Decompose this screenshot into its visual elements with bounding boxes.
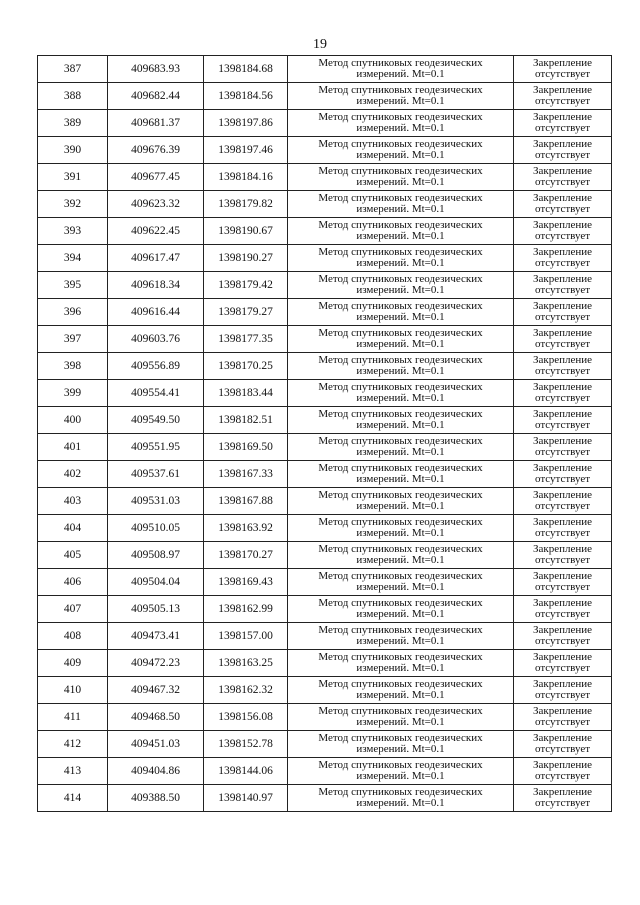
method-text-line1: Метод спутниковых геодезических <box>318 354 483 366</box>
point-number-cell: 401 <box>38 434 108 461</box>
table-row <box>38 272 612 299</box>
method-cell <box>288 245 514 272</box>
method-text-line1: Метод спутниковых геодезических <box>318 570 483 582</box>
fixing-cell <box>514 110 612 137</box>
method-text-line2: измерений. Mt=0.1 <box>356 770 445 782</box>
point-number-cell: 397 <box>38 326 108 353</box>
x-coordinate-cell: 409556.89 <box>108 353 204 380</box>
table-row <box>38 731 612 758</box>
fixing-cell <box>514 542 612 569</box>
table-row <box>38 56 612 83</box>
x-coordinate-cell: 409681.37 <box>108 110 204 137</box>
fixing-text-line1: Закрепление <box>532 192 593 204</box>
table-row <box>38 245 612 272</box>
method-text-line2: измерений. Mt=0.1 <box>356 500 445 512</box>
x-coordinate-cell: 409616.44 <box>108 299 204 326</box>
method-text-line1: Метод спутниковых геодезических <box>318 543 483 555</box>
x-coordinate-cell: 409676.39 <box>108 137 204 164</box>
method-cell <box>288 272 514 299</box>
x-coordinate-cell: 409467.32 <box>108 677 204 704</box>
fixing-cell <box>514 731 612 758</box>
y-coordinate-cell: 1398167.88 <box>204 488 288 515</box>
x-coordinate-cell: 409508.97 <box>108 542 204 569</box>
fixing-text-line2: отсутствует <box>534 176 591 188</box>
method-text-line2: измерений. Mt=0.1 <box>356 419 445 431</box>
x-coordinate-cell: 409451.03 <box>108 731 204 758</box>
fixing-cell <box>514 137 612 164</box>
x-coordinate-cell: 409537.61 <box>108 461 204 488</box>
method-text-line2: измерений. Mt=0.1 <box>356 338 445 350</box>
y-coordinate-cell: 1398169.43 <box>204 569 288 596</box>
fixing-cell <box>514 623 612 650</box>
method-text-line2: измерений. Mt=0.1 <box>356 797 445 809</box>
fixing-text-line2: отсутствует <box>534 527 591 539</box>
fixing-text-line2: отсутствует <box>534 284 591 296</box>
method-text-line1: Метод спутниковых геодезических <box>318 651 483 663</box>
method-text-line1: Метод спутниковых геодезических <box>318 138 483 150</box>
fixing-text-line2: отсутствует <box>534 581 591 593</box>
fixing-cell <box>514 56 612 83</box>
y-coordinate-cell: 1398140.97 <box>204 785 288 812</box>
method-text-line2: измерений. Mt=0.1 <box>356 635 445 647</box>
method-text-line1: Метод спутниковых геодезических <box>318 219 483 231</box>
fixing-text-line1: Закрепление <box>532 246 593 258</box>
method-text-line1: Метод спутниковых геодезических <box>318 489 483 501</box>
table-row <box>38 164 612 191</box>
y-coordinate-cell: 1398163.25 <box>204 650 288 677</box>
method-text-line1: Метод спутниковых геодезических <box>318 273 483 285</box>
fixing-text-line1: Закрепление <box>532 435 593 447</box>
method-cell <box>288 758 514 785</box>
x-coordinate-cell: 409388.50 <box>108 785 204 812</box>
table-row <box>38 407 612 434</box>
method-cell <box>288 569 514 596</box>
fixing-text-line1: Закрепление <box>532 381 593 393</box>
fixing-text-line1: Закрепление <box>532 786 593 798</box>
x-coordinate-cell: 409603.76 <box>108 326 204 353</box>
method-text-line2: измерений. Mt=0.1 <box>356 662 445 674</box>
fixing-text-line2: отсутствует <box>534 230 591 242</box>
coordinates-table-body <box>38 56 612 812</box>
fixing-text-line1: Закрепление <box>532 300 593 312</box>
point-number-cell: 411 <box>38 704 108 731</box>
method-cell <box>288 299 514 326</box>
point-number-cell: 403 <box>38 488 108 515</box>
table-row <box>38 515 612 542</box>
method-cell <box>288 56 514 83</box>
method-text-line2: измерений. Mt=0.1 <box>356 284 445 296</box>
point-number-cell: 405 <box>38 542 108 569</box>
point-number-cell: 406 <box>38 569 108 596</box>
y-coordinate-cell: 1398169.50 <box>204 434 288 461</box>
fixing-cell <box>514 245 612 272</box>
fixing-text-line1: Закрепление <box>532 462 593 474</box>
fixing-cell <box>514 272 612 299</box>
fixing-cell <box>514 461 612 488</box>
point-number-cell: 409 <box>38 650 108 677</box>
fixing-cell <box>514 515 612 542</box>
method-text-line2: измерений. Mt=0.1 <box>356 176 445 188</box>
method-text-line2: измерений. Mt=0.1 <box>356 203 445 215</box>
fixing-text-line2: отсутствует <box>534 770 591 782</box>
table-row <box>38 110 612 137</box>
fixing-text-line2: отсутствует <box>534 257 591 269</box>
x-coordinate-cell: 409510.05 <box>108 515 204 542</box>
method-cell <box>288 434 514 461</box>
x-coordinate-cell: 409617.47 <box>108 245 204 272</box>
point-number-cell: 392 <box>38 191 108 218</box>
fixing-text-line1: Закрепление <box>532 489 593 501</box>
x-coordinate-cell: 409677.45 <box>108 164 204 191</box>
point-number-cell: 414 <box>38 785 108 812</box>
point-number-cell: 413 <box>38 758 108 785</box>
fixing-text-line2: отсутствует <box>534 716 591 728</box>
table-row <box>38 434 612 461</box>
method-text-line2: измерений. Mt=0.1 <box>356 608 445 620</box>
fixing-text-line2: отсутствует <box>534 392 591 404</box>
method-text-line2: измерений. Mt=0.1 <box>356 230 445 242</box>
method-cell <box>288 515 514 542</box>
y-coordinate-cell: 1398162.32 <box>204 677 288 704</box>
fixing-text-line2: отсутствует <box>534 689 591 701</box>
method-cell <box>288 110 514 137</box>
fixing-text-line2: отсутствует <box>534 500 591 512</box>
y-coordinate-cell: 1398144.06 <box>204 758 288 785</box>
y-coordinate-cell: 1398184.16 <box>204 164 288 191</box>
point-number-cell: 407 <box>38 596 108 623</box>
point-number-cell: 410 <box>38 677 108 704</box>
fixing-text-line1: Закрепление <box>532 597 593 609</box>
x-coordinate-cell: 409472.23 <box>108 650 204 677</box>
y-coordinate-cell: 1398182.51 <box>204 407 288 434</box>
method-cell <box>288 704 514 731</box>
fixing-text-line2: отсутствует <box>534 95 591 107</box>
fixing-cell <box>514 218 612 245</box>
y-coordinate-cell: 1398184.56 <box>204 83 288 110</box>
y-coordinate-cell: 1398184.68 <box>204 56 288 83</box>
x-coordinate-cell: 409549.50 <box>108 407 204 434</box>
fixing-text-line2: отсутствует <box>534 338 591 350</box>
table-row <box>38 191 612 218</box>
fixing-text-line1: Закрепление <box>532 138 593 150</box>
point-number-cell: 393 <box>38 218 108 245</box>
method-text-line1: Метод спутниковых геодезических <box>318 705 483 717</box>
method-text-line1: Метод спутниковых геодезических <box>318 786 483 798</box>
table-row <box>38 380 612 407</box>
table-row <box>38 704 612 731</box>
method-text-line2: измерений. Mt=0.1 <box>356 446 445 458</box>
y-coordinate-cell: 1398190.27 <box>204 245 288 272</box>
method-text-line2: измерений. Mt=0.1 <box>356 68 445 80</box>
x-coordinate-cell: 409554.41 <box>108 380 204 407</box>
table-row <box>38 650 612 677</box>
fixing-text-line1: Закрепление <box>532 273 593 285</box>
method-text-line2: измерений. Mt=0.1 <box>356 365 445 377</box>
method-text-line1: Метод спутниковых геодезических <box>318 408 483 420</box>
fixing-text-line2: отсутствует <box>534 365 591 377</box>
method-cell <box>288 407 514 434</box>
fixing-text-line2: отсутствует <box>534 311 591 323</box>
y-coordinate-cell: 1398190.67 <box>204 218 288 245</box>
point-number-cell: 402 <box>38 461 108 488</box>
method-cell <box>288 596 514 623</box>
y-coordinate-cell: 1398197.86 <box>204 110 288 137</box>
method-text-line1: Метод спутниковых геодезических <box>318 678 483 690</box>
method-text-line1: Метод спутниковых геодезических <box>318 759 483 771</box>
y-coordinate-cell: 1398177.35 <box>204 326 288 353</box>
fixing-text-line1: Закрепление <box>532 327 593 339</box>
fixing-cell <box>514 191 612 218</box>
point-number-cell: 387 <box>38 56 108 83</box>
fixing-text-line2: отсутствует <box>534 797 591 809</box>
x-coordinate-cell: 409682.44 <box>108 83 204 110</box>
fixing-text-line1: Закрепление <box>532 354 593 366</box>
table-row <box>38 677 612 704</box>
fixing-text-line1: Закрепление <box>532 624 593 636</box>
method-cell <box>288 353 514 380</box>
fixing-text-line1: Закрепление <box>532 651 593 663</box>
fixing-text-line1: Закрепление <box>532 705 593 717</box>
method-cell <box>288 461 514 488</box>
y-coordinate-cell: 1398170.27 <box>204 542 288 569</box>
fixing-text-line1: Закрепление <box>532 570 593 582</box>
table-row <box>38 299 612 326</box>
method-cell <box>288 650 514 677</box>
fixing-text-line2: отсутствует <box>534 635 591 647</box>
fixing-text-line1: Закрепление <box>532 84 593 96</box>
method-text-line2: измерений. Mt=0.1 <box>356 149 445 161</box>
method-text-line1: Метод спутниковых геодезических <box>318 111 483 123</box>
y-coordinate-cell: 1398163.92 <box>204 515 288 542</box>
method-cell <box>288 218 514 245</box>
method-cell <box>288 623 514 650</box>
method-text-line2: измерений. Mt=0.1 <box>356 689 445 701</box>
method-cell <box>288 380 514 407</box>
y-coordinate-cell: 1398156.08 <box>204 704 288 731</box>
y-coordinate-cell: 1398152.78 <box>204 731 288 758</box>
table-row <box>38 218 612 245</box>
method-text-line1: Метод спутниковых геодезических <box>318 597 483 609</box>
method-text-line1: Метод спутниковых геодезических <box>318 435 483 447</box>
point-number-cell: 394 <box>38 245 108 272</box>
fixing-text-line2: отсутствует <box>534 419 591 431</box>
method-cell <box>288 785 514 812</box>
y-coordinate-cell: 1398167.33 <box>204 461 288 488</box>
method-text-line1: Метод спутниковых геодезических <box>318 381 483 393</box>
fixing-cell <box>514 677 612 704</box>
fixing-text-line2: отсутствует <box>534 743 591 755</box>
table-row <box>38 758 612 785</box>
table-row <box>38 353 612 380</box>
method-text-line2: измерений. Mt=0.1 <box>356 581 445 593</box>
fixing-text-line1: Закрепление <box>532 543 593 555</box>
method-cell <box>288 542 514 569</box>
point-number-cell: 389 <box>38 110 108 137</box>
fixing-text-line2: отсутствует <box>534 608 591 620</box>
table-row <box>38 623 612 650</box>
method-text-line1: Метод спутниковых геодезических <box>318 624 483 636</box>
point-number-cell: 408 <box>38 623 108 650</box>
fixing-cell <box>514 785 612 812</box>
method-cell <box>288 326 514 353</box>
point-number-cell: 390 <box>38 137 108 164</box>
x-coordinate-cell: 409473.41 <box>108 623 204 650</box>
method-text-line1: Метод спутниковых геодезических <box>318 516 483 528</box>
method-text-line2: измерений. Mt=0.1 <box>356 257 445 269</box>
fixing-cell <box>514 488 612 515</box>
y-coordinate-cell: 1398197.46 <box>204 137 288 164</box>
fixing-cell <box>514 326 612 353</box>
method-cell <box>288 137 514 164</box>
table-row <box>38 785 612 812</box>
method-text-line1: Метод спутниковых геодезических <box>318 192 483 204</box>
method-text-line2: измерений. Mt=0.1 <box>356 122 445 134</box>
fixing-text-line1: Закрепление <box>532 408 593 420</box>
y-coordinate-cell: 1398179.82 <box>204 191 288 218</box>
method-text-line2: измерений. Mt=0.1 <box>356 95 445 107</box>
method-text-line2: измерений. Mt=0.1 <box>356 473 445 485</box>
fixing-text-line1: Закрепление <box>532 57 593 69</box>
fixing-text-line1: Закрепление <box>532 219 593 231</box>
method-text-line2: измерений. Mt=0.1 <box>356 392 445 404</box>
x-coordinate-cell: 409404.86 <box>108 758 204 785</box>
fixing-cell <box>514 596 612 623</box>
fixing-text-line2: отсутствует <box>534 203 591 215</box>
table-row <box>38 137 612 164</box>
method-text-line1: Метод спутниковых геодезических <box>318 246 483 258</box>
fixing-cell <box>514 758 612 785</box>
x-coordinate-cell: 409531.03 <box>108 488 204 515</box>
method-text-line2: измерений. Mt=0.1 <box>356 554 445 566</box>
table-row <box>38 569 612 596</box>
method-text-line1: Метод спутниковых геодезических <box>318 57 483 69</box>
point-number-cell: 404 <box>38 515 108 542</box>
table-row <box>38 461 612 488</box>
method-cell <box>288 677 514 704</box>
method-text-line2: измерений. Mt=0.1 <box>356 716 445 728</box>
fixing-text-line1: Закрепление <box>532 759 593 771</box>
table-row <box>38 326 612 353</box>
method-cell <box>288 191 514 218</box>
point-number-cell: 391 <box>38 164 108 191</box>
page-number: 19 <box>313 37 327 52</box>
x-coordinate-cell: 409618.34 <box>108 272 204 299</box>
fixing-text-line2: отсутствует <box>534 68 591 80</box>
y-coordinate-cell: 1398157.00 <box>204 623 288 650</box>
y-coordinate-cell: 1398179.27 <box>204 299 288 326</box>
fixing-cell <box>514 83 612 110</box>
fixing-text-line1: Закрепление <box>532 732 593 744</box>
point-number-cell: 388 <box>38 83 108 110</box>
table-row <box>38 542 612 569</box>
fixing-text-line1: Закрепление <box>532 516 593 528</box>
x-coordinate-cell: 409622.45 <box>108 218 204 245</box>
method-text-line1: Метод спутниковых геодезических <box>318 84 483 96</box>
method-text-line2: измерений. Mt=0.1 <box>356 311 445 323</box>
fixing-text-line2: отсутствует <box>534 473 591 485</box>
fixing-cell <box>514 299 612 326</box>
y-coordinate-cell: 1398162.99 <box>204 596 288 623</box>
fixing-text-line2: отсутствует <box>534 149 591 161</box>
fixing-cell <box>514 650 612 677</box>
y-coordinate-cell: 1398183.44 <box>204 380 288 407</box>
method-cell <box>288 83 514 110</box>
fixing-cell <box>514 164 612 191</box>
fixing-text-line1: Закрепление <box>532 111 593 123</box>
point-number-cell: 398 <box>38 353 108 380</box>
fixing-text-line1: Закрепление <box>532 678 593 690</box>
fixing-text-line2: отсутствует <box>534 554 591 566</box>
method-text-line1: Метод спутниковых геодезических <box>318 165 483 177</box>
y-coordinate-cell: 1398170.25 <box>204 353 288 380</box>
coordinates-table <box>37 55 612 812</box>
fixing-cell <box>514 569 612 596</box>
method-text-line2: измерений. Mt=0.1 <box>356 743 445 755</box>
y-coordinate-cell: 1398179.42 <box>204 272 288 299</box>
fixing-cell <box>514 380 612 407</box>
method-cell <box>288 164 514 191</box>
method-text-line1: Метод спутниковых геодезических <box>318 732 483 744</box>
table-row <box>38 83 612 110</box>
method-cell <box>288 488 514 515</box>
point-number-cell: 396 <box>38 299 108 326</box>
x-coordinate-cell: 409551.95 <box>108 434 204 461</box>
fixing-text-line2: отсутствует <box>534 662 591 674</box>
method-text-line1: Метод спутниковых геодезических <box>318 327 483 339</box>
x-coordinate-cell: 409623.32 <box>108 191 204 218</box>
table-row <box>38 488 612 515</box>
point-number-cell: 399 <box>38 380 108 407</box>
fixing-cell <box>514 353 612 380</box>
method-text-line2: измерений. Mt=0.1 <box>356 527 445 539</box>
fixing-cell <box>514 407 612 434</box>
fixing-cell <box>514 434 612 461</box>
x-coordinate-cell: 409505.13 <box>108 596 204 623</box>
fixing-text-line2: отсутствует <box>534 446 591 458</box>
method-text-line1: Метод спутниковых геодезических <box>318 462 483 474</box>
point-number-cell: 395 <box>38 272 108 299</box>
x-coordinate-cell: 409683.93 <box>108 56 204 83</box>
x-coordinate-cell: 409504.04 <box>108 569 204 596</box>
fixing-text-line1: Закрепление <box>532 165 593 177</box>
method-cell <box>288 731 514 758</box>
point-number-cell: 412 <box>38 731 108 758</box>
fixing-text-line2: отсутствует <box>534 122 591 134</box>
table-row <box>38 596 612 623</box>
point-number-cell: 400 <box>38 407 108 434</box>
fixing-cell <box>514 704 612 731</box>
x-coordinate-cell: 409468.50 <box>108 704 204 731</box>
method-text-line1: Метод спутниковых геодезических <box>318 300 483 312</box>
